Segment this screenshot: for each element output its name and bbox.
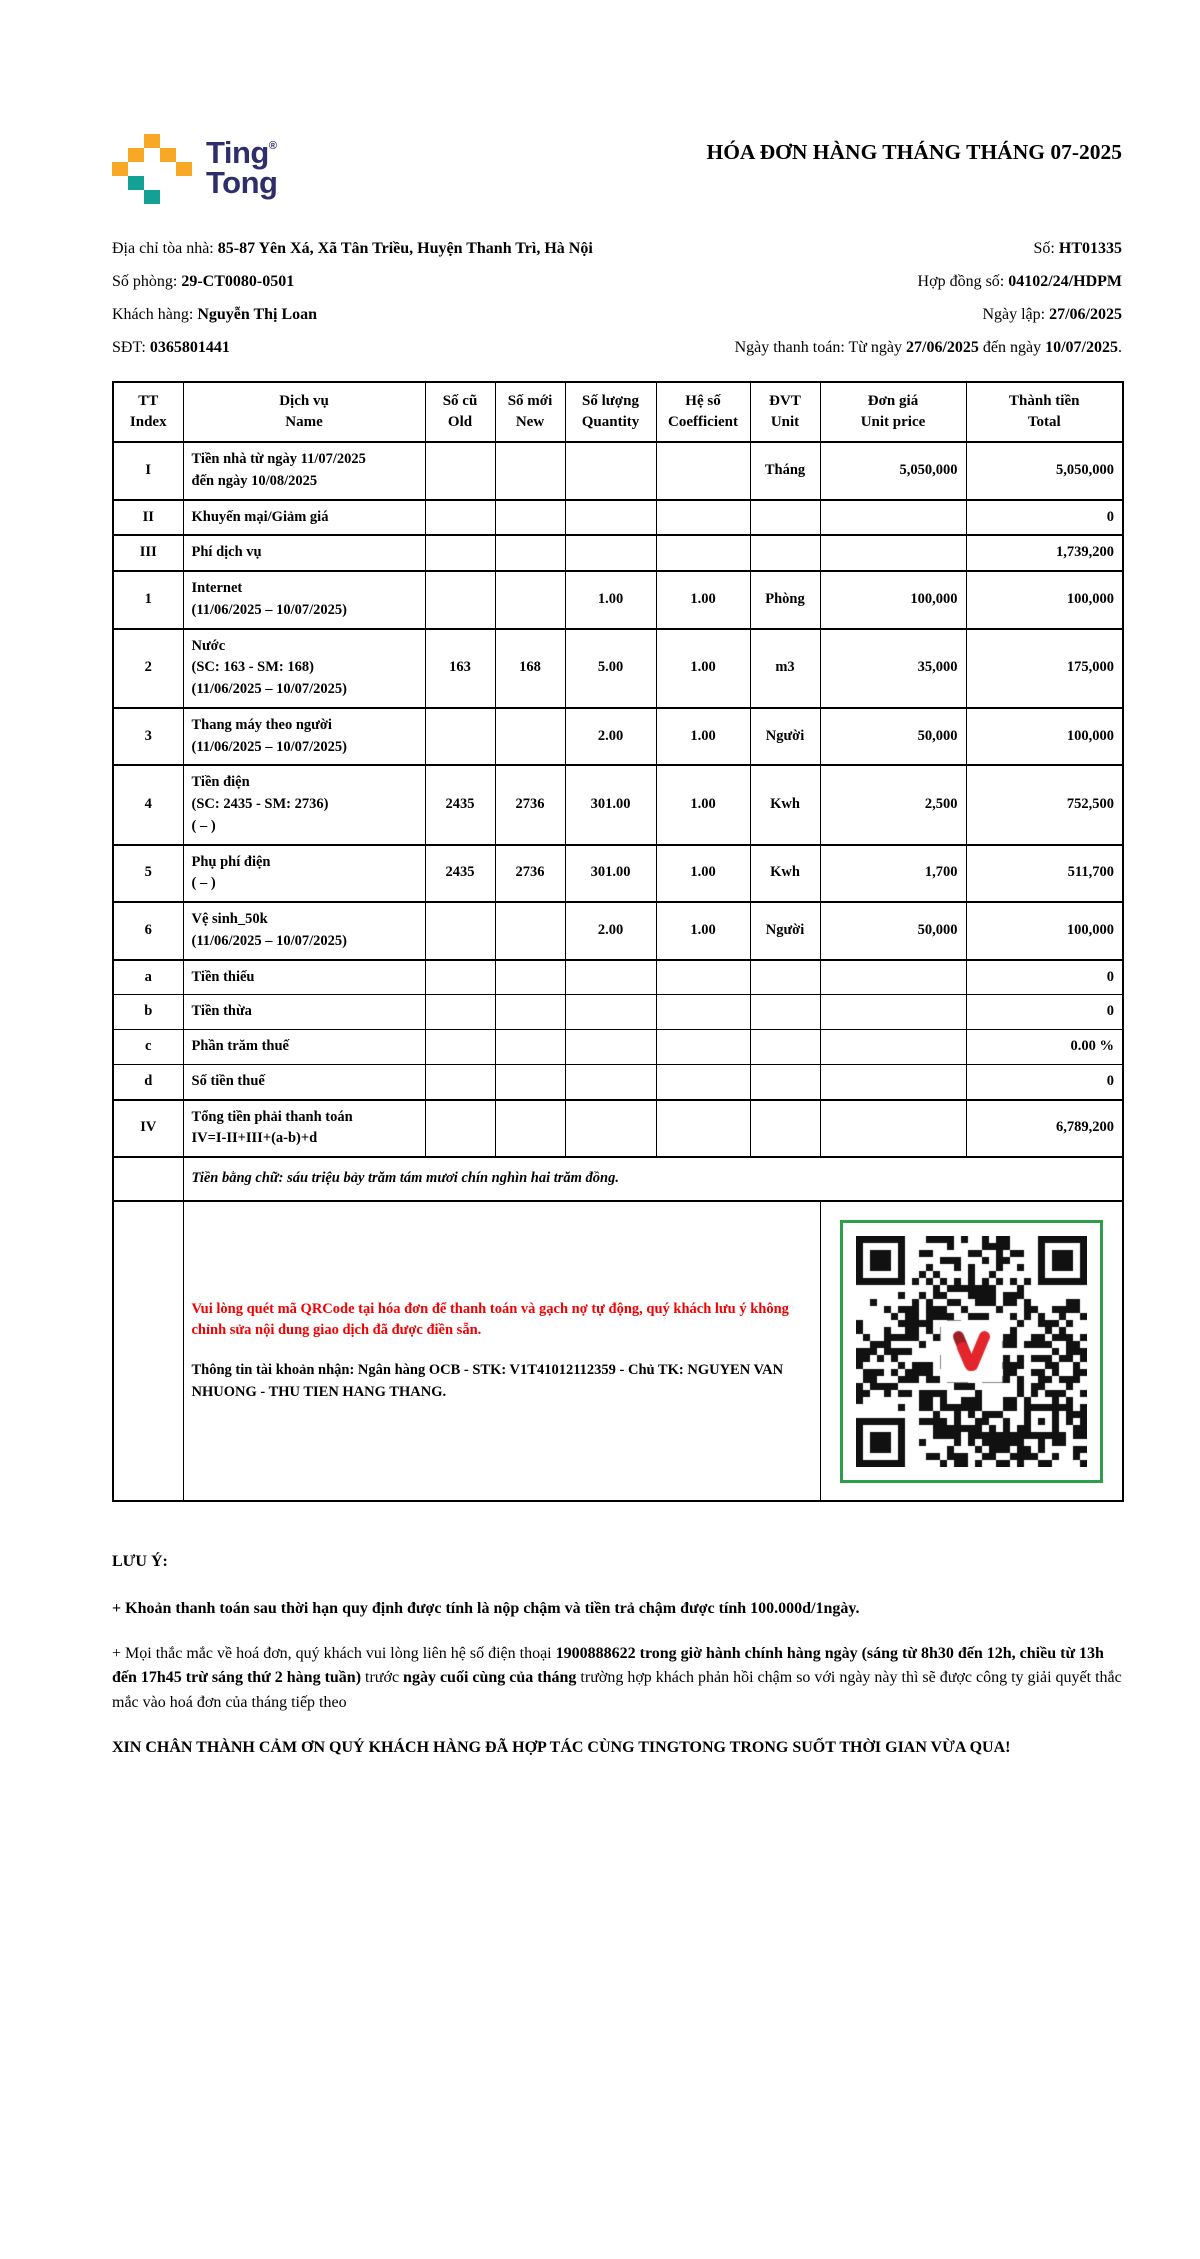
text-segment: Thông tin tài khoản nhận: Ngân hàng OCB - STK: (191, 1362, 510, 1378)
service-name-line: Tổng tiền phải thanh toán (191, 1108, 353, 1125)
cell-price: 100,000 (820, 571, 966, 629)
table-row-III (113, 535, 1123, 571)
cell-unit: Phòng (750, 571, 820, 629)
tingtong-logo-text (206, 135, 278, 201)
service-name-line: Internet (191, 580, 243, 596)
logo-line2: Tong (206, 165, 278, 201)
info-line (112, 232, 602, 265)
table-row-6 (113, 902, 1123, 960)
cell-unit (750, 500, 820, 536)
text-segment: SĐT: (112, 339, 150, 356)
cell-old: 2435 (425, 845, 495, 903)
cell-unit: Tháng (750, 442, 820, 500)
cell-name (183, 765, 425, 844)
logo-pixel (160, 148, 176, 162)
account-info-line (192, 1360, 812, 1404)
text-segment: + Khoản thanh toán sau thời hạn quy định được tính là nộp chậm và tiền trả chậm được tính 100.000d/1ngày. (112, 1599, 860, 1617)
text-segment: Ngày lập: (982, 306, 1050, 323)
tingtong-brand (112, 130, 277, 206)
service-name-line: (11/06/2025 – 10/07/2025) (191, 601, 347, 618)
cell-name (183, 1064, 425, 1099)
column-header-line2: Old (447, 414, 473, 430)
text-segment: 29-CT0080-0501 (181, 273, 295, 290)
cell-unit: Kwh (750, 765, 820, 844)
cell-coef (656, 442, 750, 500)
cell-index: 4 (113, 765, 183, 844)
table-row-I (113, 442, 1123, 500)
column-header-line1: Thành tiền (1009, 393, 1080, 409)
cell-qty (565, 995, 656, 1030)
cell-old (425, 571, 495, 629)
service-name-line: Phần trăm thuế (191, 1038, 289, 1054)
cell-index: 1 (113, 571, 183, 629)
cell-total: 0.00 % (966, 1030, 1123, 1065)
cell-name (183, 500, 425, 536)
cell-coef: 1.00 (656, 708, 750, 766)
cell-index: II (113, 500, 183, 536)
text-segment: NGUYEN VAN NHUONG - THU TIEN HANG THANG (191, 1362, 784, 1400)
cell-qty: 2.00 (565, 708, 656, 766)
service-name-line: (SC: 163 - SM: 168) (191, 659, 314, 676)
service-name-line: Thang máy theo người (191, 716, 332, 733)
cell-old (425, 535, 495, 571)
cell-qty: 301.00 (565, 845, 656, 903)
cell-price (820, 995, 966, 1030)
cell-price (820, 1064, 966, 1099)
cell-qty (565, 442, 656, 500)
tingtong-logo-icon (112, 134, 192, 206)
column-header-line2: Quantity (581, 414, 640, 430)
text-segment: trước (361, 1669, 404, 1687)
cell-unit (750, 1030, 820, 1065)
cell-index: a (113, 960, 183, 995)
cell-new: 2736 (495, 845, 565, 903)
text-segment: 27/06/2025 (1049, 306, 1122, 323)
cell-name (183, 708, 425, 766)
cell-old: 2435 (425, 765, 495, 844)
cell-new (495, 442, 565, 500)
cell-name (183, 995, 425, 1030)
cell-total: 752,500 (966, 765, 1123, 844)
info-line (602, 298, 1122, 331)
table-row-5 (113, 845, 1123, 903)
invoice-table (112, 381, 1124, 1502)
cell-index: b (113, 995, 183, 1030)
service-name-line: Số tiền thuế (191, 1072, 265, 1089)
cell-coef: 1.00 (656, 571, 750, 629)
cell-name (183, 629, 425, 708)
cell-old (425, 960, 495, 995)
cell-new (495, 708, 565, 766)
column-header-line1: Số lượng (582, 393, 639, 409)
column-header-name (183, 382, 425, 442)
qr-code-frame (840, 1220, 1103, 1483)
note-paragraph-1 (112, 1597, 1122, 1622)
cell-unit (750, 995, 820, 1030)
cell-qty (565, 1064, 656, 1099)
cell-unit (750, 535, 820, 571)
cell-qty (565, 535, 656, 571)
table-footer (113, 1157, 1123, 1501)
text-segment: + Mọi thắc mắc về hoá đơn, quý khách vui lòng liên hệ số điện thoại (112, 1644, 556, 1662)
table-row-II (113, 500, 1123, 536)
cell-unit (750, 1100, 820, 1158)
service-name-line: (11/06/2025 – 10/07/2025) (191, 738, 347, 755)
invoice-info (112, 232, 1122, 364)
service-name-line: ( – ) (191, 875, 216, 892)
service-name-line: (11/06/2025 – 10/07/2025) (191, 681, 347, 697)
info-line (602, 331, 1122, 364)
table-row-d (113, 1064, 1123, 1099)
info-left-column (112, 232, 602, 364)
invoice-title: HÓA ĐƠN HÀNG THÁNG THÁNG 07-2025 (706, 140, 1122, 164)
table-row-IV (113, 1100, 1123, 1158)
cell-old (425, 442, 495, 500)
service-name-line: Phí dịch vụ (191, 544, 262, 561)
service-name-line: Nước (191, 637, 226, 654)
cell-index: III (113, 535, 183, 571)
cell-new (495, 571, 565, 629)
text-segment: 0365801441 (149, 339, 230, 356)
column-header-new (495, 382, 565, 442)
service-name-line: Phụ phí điện (191, 853, 271, 870)
cell-coef: 1.00 (656, 902, 750, 960)
cell-old (425, 902, 495, 960)
cell-price (820, 500, 966, 536)
cell-price (820, 1100, 966, 1158)
cell-total: 0 (966, 995, 1123, 1030)
cell-price: 5,050,000 (820, 442, 966, 500)
text-segment: Số: (1033, 240, 1059, 257)
text-segment: . (442, 1383, 447, 1400)
text-segment: ngày cuối cùng của tháng (403, 1669, 577, 1687)
column-header-total (966, 382, 1123, 442)
service-name-line: (11/06/2025 – 10/07/2025) (191, 932, 347, 949)
cell-coef (656, 1064, 750, 1099)
cell-index: I (113, 442, 183, 500)
text-segment: Khách hàng: (112, 306, 198, 323)
cell-new (495, 1100, 565, 1158)
column-header-index (113, 382, 183, 442)
column-header-line2: Name (285, 414, 323, 430)
service-name-line: đến ngày 10/08/2025 (191, 472, 318, 489)
cell-coef: 1.00 (656, 845, 750, 903)
column-header-line2: New (515, 414, 545, 430)
cell-qty (565, 1030, 656, 1065)
cell-qty: 5.00 (565, 629, 656, 708)
cell-total: 0 (966, 1064, 1123, 1099)
column-header-line2: Coefficient (668, 414, 738, 430)
service-name-line: ( – ) (191, 817, 216, 834)
text-segment: Địa chỉ tòa nhà: (112, 240, 218, 257)
cell-old (425, 1064, 495, 1099)
amount-in-words-cell (183, 1157, 1123, 1201)
table-header (113, 382, 1123, 442)
cell-coef (656, 960, 750, 995)
cell-price: 35,000 (820, 629, 966, 708)
cell-price (820, 960, 966, 995)
cell-qty (565, 500, 656, 536)
logo-pixel (128, 148, 144, 162)
column-header-line1: Dịch vụ (279, 393, 329, 409)
text-segment: XIN CHÂN THÀNH CẢM ƠN QUÝ KHÁCH HÀNG ĐÃ HỢP TÁC CÙNG TINGTONG TRONG SUỐT THỜI GIAN VỪA QUA! (112, 1738, 1011, 1756)
service-name-line: Khuyến mại/Giảm giá (191, 508, 329, 525)
cell-index (113, 1157, 183, 1201)
cell-new (495, 535, 565, 571)
amount-in-words-value: sáu triệu bảy trăm tám mươi chín nghìn hai trăm đồng. (287, 1170, 619, 1187)
table-row-c (113, 1030, 1123, 1065)
column-header-old (425, 382, 495, 442)
cell-new (495, 1064, 565, 1099)
table-row-1 (113, 571, 1123, 629)
text-segment: HT01335 (1058, 240, 1122, 257)
table-header-row (113, 382, 1123, 442)
logo-pixel (112, 162, 128, 176)
cell-old (425, 1030, 495, 1065)
cell-coef: 1.00 (656, 765, 750, 844)
column-header-unit (750, 382, 820, 442)
service-name-line: Tiền điện (191, 774, 250, 791)
logo-pixel (144, 190, 160, 204)
column-header-line1: Đơn giá (867, 393, 919, 409)
info-line (112, 298, 602, 331)
text-segment: Nguyễn Thị Loan (197, 306, 318, 323)
service-name-line: (SC: 2435 - SM: 2736) (191, 796, 329, 812)
cell-index: 2 (113, 629, 183, 708)
column-header-line1: TT (138, 393, 159, 409)
cell-new (495, 902, 565, 960)
cell-coef (656, 1100, 750, 1158)
service-name-line: IV=I-II+III+(a-b)+d (191, 1130, 318, 1147)
cell-name (183, 442, 425, 500)
cell-index (113, 1201, 183, 1501)
column-header-line1: ĐVT (769, 393, 801, 409)
qr-row (113, 1201, 1123, 1501)
cell-old (425, 995, 495, 1030)
table-row-2 (113, 629, 1123, 708)
cell-new (495, 1030, 565, 1065)
cell-index: 6 (113, 902, 183, 960)
text-segment: Hợp đồng số: (917, 273, 1009, 290)
registered-mark: ® (268, 140, 277, 152)
cell-total: 175,000 (966, 629, 1123, 708)
cell-name (183, 535, 425, 571)
text-segment: - Chủ TK: (615, 1362, 688, 1378)
logo-pixel (144, 134, 160, 148)
cell-name (183, 845, 425, 903)
column-header-line1: Số cũ (442, 393, 478, 409)
column-header-qty (565, 382, 656, 442)
cell-new: 2736 (495, 765, 565, 844)
cell-index: 3 (113, 708, 183, 766)
cell-price: 50,000 (820, 708, 966, 766)
cell-total: 0 (966, 960, 1123, 995)
cell-total: 100,000 (966, 708, 1123, 766)
column-header-line2: Unit price (860, 414, 926, 430)
cell-coef (656, 535, 750, 571)
text-segment: 1900888622 trong giờ hành chính hàng ngày (sáng từ 8h30 đến 12h, chiều từ 13h đến 17h45 trừ sáng thứ 2 hàng tuần) (112, 1644, 1104, 1687)
cell-name (183, 571, 425, 629)
amount-in-words-label: Tiền bằng chữ: (191, 1170, 288, 1187)
cell-index: d (113, 1064, 183, 1099)
cell-price: 1,700 (820, 845, 966, 903)
column-header-line2: Unit (770, 414, 800, 430)
cell-total: 511,700 (966, 845, 1123, 903)
cell-name (183, 902, 425, 960)
cell-unit: Người (750, 902, 820, 960)
cell-name (183, 960, 425, 995)
cell-coef (656, 1030, 750, 1065)
header (112, 0, 1122, 206)
text-segment: Số phòng: (112, 273, 182, 290)
cell-new (495, 995, 565, 1030)
notes-paragraphs (112, 1597, 1122, 1761)
table-row-4 (113, 765, 1123, 844)
table-body (113, 442, 1123, 1157)
info-right-column (602, 232, 1122, 364)
cell-unit: Kwh (750, 845, 820, 903)
cell-index: c (113, 1030, 183, 1065)
info-line (112, 265, 602, 298)
logo-line1: Ting (206, 135, 269, 170)
cell-price: 50,000 (820, 902, 966, 960)
cell-qty (565, 1100, 656, 1158)
cell-old (425, 1100, 495, 1158)
cell-price: 2,500 (820, 765, 966, 844)
text-segment: Ngày thanh toán: Từ ngày (734, 339, 907, 356)
cell-total: 1,739,200 (966, 535, 1123, 571)
cell-new: 168 (495, 629, 565, 708)
column-header-line2: Total (1027, 414, 1061, 430)
cell-unit (750, 960, 820, 995)
service-name-line: Tiền thiếu (191, 968, 255, 985)
info-line (112, 331, 602, 364)
qr-payment-note: Vui lòng quét mã QRCode tại hóa đơn để thanh toán và gạch nợ tự động, quý khách lưu ý không chỉnh sửa nội dung giao dịch đã được điền sẵn. (191, 1300, 789, 1339)
text-segment: V1T41012112359 (509, 1362, 616, 1378)
cell-total: 100,000 (966, 571, 1123, 629)
cell-price (820, 535, 966, 571)
text-segment: . (1118, 339, 1122, 356)
cell-total: 100,000 (966, 902, 1123, 960)
text-segment: trường hợp khách phản hồi chậm so với ngày này thì sẽ được công ty giải quyết thắc mắc vào hoá đơn của tháng tiếp theo (112, 1669, 1122, 1712)
table-row-b (113, 995, 1123, 1030)
notes-heading: LƯU Ý: (112, 1553, 168, 1570)
service-name-line: Tiền nhà từ ngày 11/07/2025 (191, 451, 366, 467)
logo-pixel (128, 176, 144, 190)
cell-unit: Người (750, 708, 820, 766)
text-segment: đến ngày (978, 339, 1046, 356)
cell-coef (656, 500, 750, 536)
cell-qty: 2.00 (565, 902, 656, 960)
column-header-coef (656, 382, 750, 442)
qr-code (856, 1236, 1087, 1467)
cell-coef (656, 995, 750, 1030)
logo-pixel (176, 162, 192, 176)
cell-old: 163 (425, 629, 495, 708)
cell-index: IV (113, 1100, 183, 1158)
column-header-line1: Hệ số (685, 393, 721, 409)
qr-instructions-cell (183, 1201, 820, 1501)
info-line (602, 232, 1122, 265)
cell-coef: 1.00 (656, 629, 750, 708)
info-line (602, 265, 1122, 298)
cell-name (183, 1100, 425, 1158)
cell-total: 0 (966, 500, 1123, 536)
note-paragraph-3 (112, 1736, 1122, 1761)
cell-old (425, 708, 495, 766)
column-header-line2: Index (129, 414, 167, 430)
cell-unit: m3 (750, 629, 820, 708)
column-header-line1: Số mới (507, 393, 553, 409)
cell-unit (750, 1064, 820, 1099)
service-name-line: Vệ sinh_50k (191, 911, 268, 927)
cell-qty: 1.00 (565, 571, 656, 629)
service-name-line: Tiền thừa (191, 1003, 252, 1020)
text-segment: 85-87 Yên Xá, Xã Tân Triều, Huyện Thanh Trì, Hà Nội (217, 240, 593, 257)
text-segment: 10/07/2025 (1045, 339, 1118, 356)
cell-name (183, 1030, 425, 1065)
text-segment: 04102/24/HDPM (1008, 273, 1122, 290)
cell-new (495, 500, 565, 536)
table-row-3 (113, 708, 1123, 766)
footer-notes (112, 1550, 1122, 1761)
column-header-price (820, 382, 966, 442)
cell-total: 6,789,200 (966, 1100, 1123, 1158)
qr-code-cell (820, 1201, 1123, 1501)
cell-qty (565, 960, 656, 995)
cell-index: 5 (113, 845, 183, 903)
amount-in-words-row (113, 1157, 1123, 1201)
text-segment: 27/06/2025 (906, 339, 979, 356)
cell-qty: 301.00 (565, 765, 656, 844)
cell-total: 5,050,000 (966, 442, 1123, 500)
table-row-a (113, 960, 1123, 995)
note-paragraph-2 (112, 1642, 1122, 1716)
cell-new (495, 960, 565, 995)
cell-price (820, 1030, 966, 1065)
cell-old (425, 500, 495, 536)
